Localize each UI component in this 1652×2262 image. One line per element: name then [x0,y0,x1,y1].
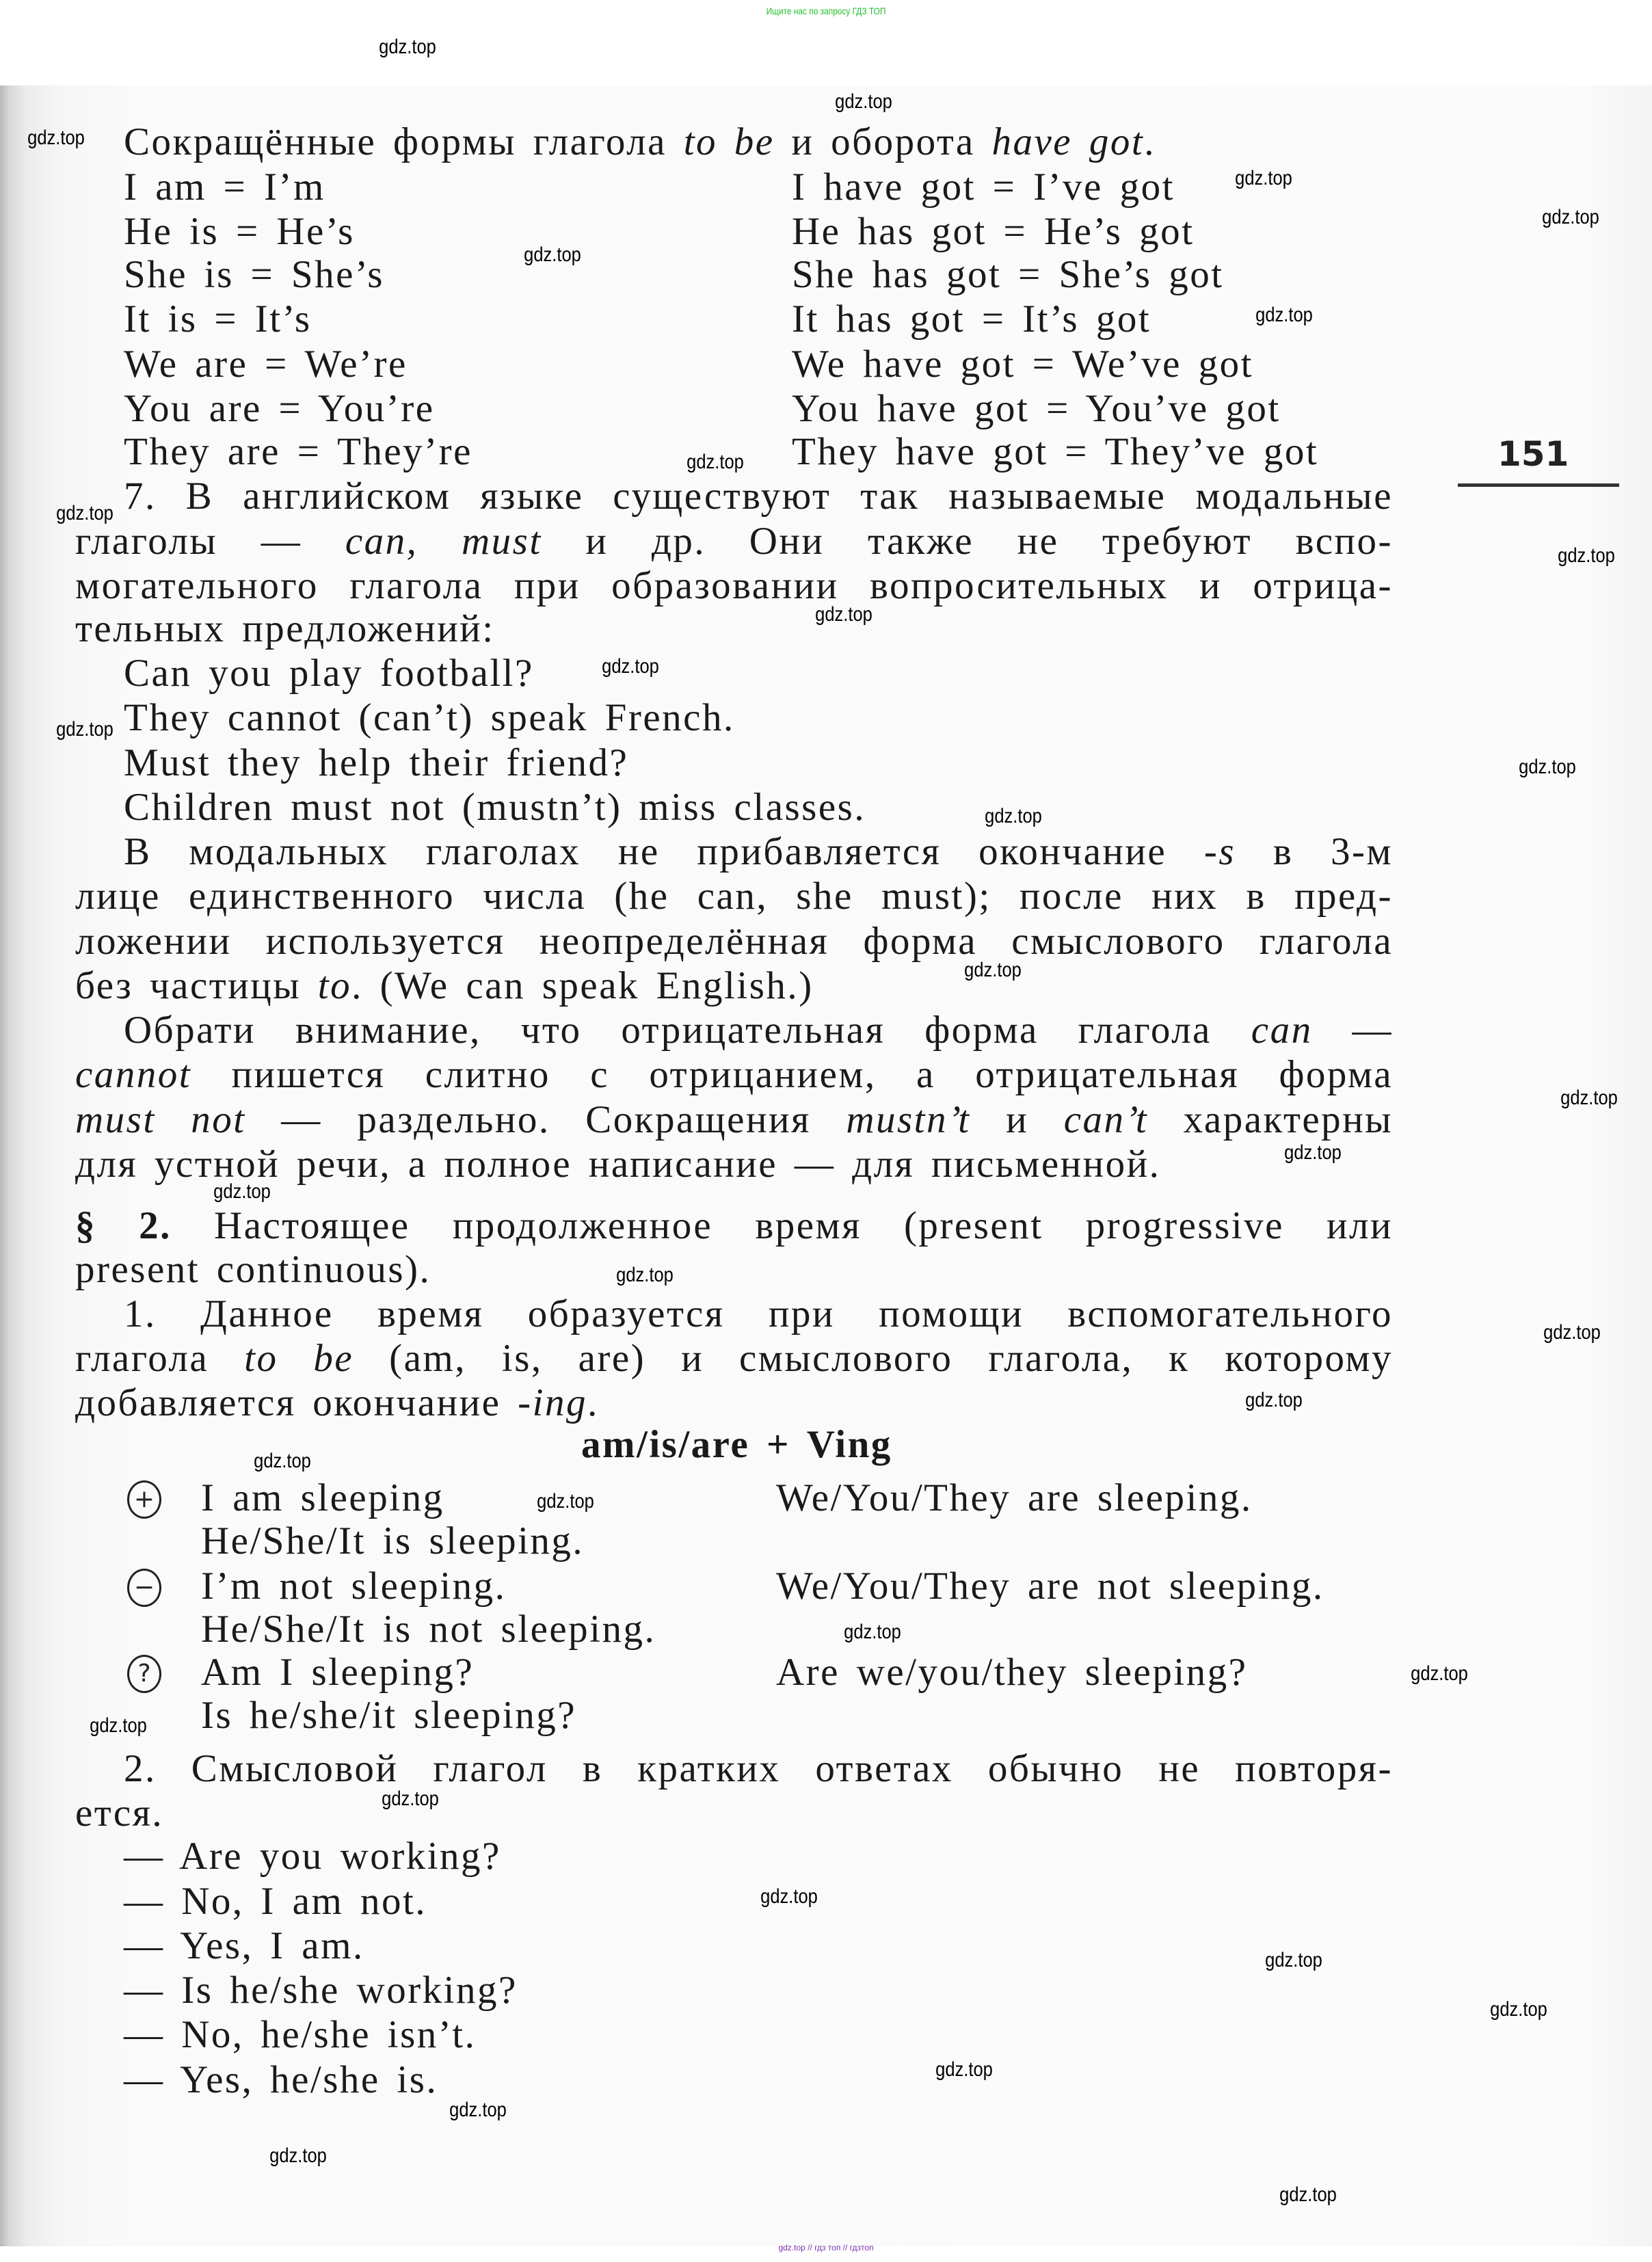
text-line [75,919,1393,964]
right-column-line: We/You/They are sleeping. [776,1476,1253,1519]
text-line [124,829,1393,875]
text-segment: ется. [75,1792,164,1835]
text-line [124,2058,438,2103]
italic-term: must not [75,1098,246,1141]
page-number-rule [1458,483,1619,487]
right-column-line: He has got = He’s got [792,210,1195,253]
watermark-text: gdz.top [378,36,436,59]
italic-term: cannot [75,1053,192,1096]
text-line [124,252,384,297]
italic-term: to [317,964,352,1007]
text-segment: тельных предложений: [75,607,495,650]
text-segment: для устной речи, а полное написание — для письменной. [75,1143,1161,1186]
text-line [75,1381,599,1426]
text-segment: We are = We’re [124,343,408,386]
italic-term: mustn’t [846,1098,971,1141]
text-segment: и [970,1098,1064,1141]
text-line [75,607,495,652]
text-segment: — No, he/she isn’t. [124,2013,477,2056]
watermark-text: gdz.top [935,2058,994,2081]
text-line [75,563,1393,609]
text-segment: — Are you working? [124,1835,501,1878]
right-column-line: We/You/They are not sleeping. [776,1565,1324,1608]
text-segment: 1. Данное время образуется при помощи вспомогательного [124,1292,1393,1335]
italic-term: -s [1203,830,1236,873]
text-segment: Is he/she/it sleeping? [201,1694,577,1737]
text-segment: — [1312,1009,1393,1052]
italic-term: can, must [345,520,542,563]
watermark-text: gdz.top [269,2144,327,2168]
text-segment: глаголы — [75,520,345,563]
watermark-text: gdz.top [524,243,582,266]
text-segment: пишется слитно с отрицанием, а отрицательная форма [191,1053,1393,1096]
text-line [124,386,435,431]
watermark-text: gdz.top [1543,1321,1601,1344]
watermark-text: gdz.top [616,1264,674,1287]
watermark-text: gdz.top [1519,755,1576,778]
text-segment: Children must not (mustn’t) miss classes. [124,786,866,829]
text-line [75,1097,1393,1143]
bottom-watermark-note: gdz.top // гдз топ // гдзтоп [778,2243,874,2252]
watermark-text: gdz.top [1541,205,1599,228]
text-line [581,1422,892,1467]
text-line [201,1519,584,1564]
page-number: 151 [1497,434,1569,474]
text-segment: ложении используется неопределённая форма смыслового глагола [75,920,1393,963]
text-segment: характерны [1148,1098,1393,1141]
watermark-text: gdz.top [1279,2183,1337,2207]
watermark-text: gdz.top [213,1180,271,1203]
text-segment: глагола [75,1337,245,1380]
italic-term: have got [991,120,1145,163]
text-line [124,785,866,830]
watermark-text: gdz.top [760,1885,818,1908]
text-segment: . (We can speak English.) [351,964,814,1007]
watermark-text: gdz.top [835,90,892,114]
text-segment: You are = You’re [124,387,435,430]
bold-text: am/is/are + Ving [581,1423,892,1466]
text-segment: и др. Они также не требуют вспо- [542,520,1393,563]
text-line [75,963,814,1009]
watermark-text: gdz.top [1560,1087,1618,1110]
text-segment: лице единственного числа (he can, she must); после них в пред- [75,875,1393,918]
watermark-text: gdz.top [814,602,872,626]
right-column-line: She has got = She’s got [792,253,1224,296]
text-segment: (am, is, are) и смыслового глагола, к которому [354,1337,1393,1380]
text-segment: It is = It’s [124,297,312,341]
right-column-line: I have got = I’ve got [792,165,1175,209]
text-line [124,1924,364,1969]
minus-circle-icon: − [127,1569,161,1607]
watermark-text: gdz.top [1245,1389,1303,1412]
plus-circle-icon: + [127,1480,161,1519]
text-segment: Настоящее продолженное время (present progressive или [171,1204,1393,1247]
text-line [201,1693,576,1738]
watermark-text: gdz.top [89,1714,147,1737]
text-segment: They cannot (can’t) speak French. [124,696,735,739]
text-line [124,120,1156,165]
right-column-line: You have got = You’ve got [792,387,1281,430]
watermark-text: gdz.top [1283,1141,1342,1165]
right-column-line: We have got = We’ve got [792,343,1253,386]
text-line [124,429,472,475]
text-segment: и оборота [774,120,992,163]
text-line [124,209,355,254]
right-column-line: Are we/you/they sleeping? [776,1651,1248,1694]
watermark-text: gdz.top [1411,1662,1468,1686]
italic-term: -ing [518,1381,587,1424]
watermark-text: gdz.top [602,654,659,678]
text-line [124,1968,518,2013]
text-segment: She is = She’s [124,253,384,296]
text-segment: — Yes, he/she is. [124,2058,438,2101]
watermark-text: gdz.top [1255,303,1313,326]
watermark-text: gdz.top [985,804,1042,827]
text-line [124,741,628,786]
text-line [124,1746,1393,1792]
text-line [124,651,534,696]
text-line [124,1292,1393,1337]
italic-term: to be [683,120,775,163]
text-line [75,1791,163,1836]
text-segment: I am sleeping [201,1476,444,1519]
text-segment: — раздельно. Сокращения [245,1098,847,1141]
text-segment: без частицы [75,964,318,1007]
bold-text: § 2. [75,1204,172,1247]
italic-term: can [1251,1009,1313,1052]
right-column-line: They have got = They’ve got [792,430,1319,473]
text-segment: В модальных глаголах не прибавляется окончание [124,830,1204,873]
italic-term: can’t [1063,1098,1149,1141]
text-line [201,1564,506,1609]
text-segment: в 3-м [1236,830,1393,873]
text-line [201,1607,656,1652]
text-segment: present continuous). [75,1248,431,1291]
watermark-text: gdz.top [56,718,114,741]
text-line [75,1247,431,1292]
text-line [75,519,1393,564]
text-segment: Обрати внимание, что отрицательная форма глагола [124,1009,1251,1052]
text-line [124,165,325,210]
text-segment: I’m not sleeping. [201,1565,507,1608]
text-segment: 7. В английском языке существуют так называемые модальные [124,475,1393,518]
watermark-text: gdz.top [1265,1949,1323,1971]
text-segment: — Is he/she working? [124,1969,518,2012]
text-line [201,1650,474,1695]
text-segment: He/She/It is sleeping. [201,1519,585,1562]
right-column-line: It has got = It’s got [792,297,1151,341]
text-line [124,297,312,342]
text-segment: He/She/It is not sleeping. [201,1608,656,1651]
text-segment: I am = I’m [124,165,325,209]
text-segment: Am I sleeping? [201,1651,475,1694]
text-segment: — Yes, I am. [124,1924,364,1967]
watermark-text: gdz.top [843,1621,901,1644]
watermark-text: gdz.top [1235,167,1293,190]
watermark-text: gdz.top [56,502,114,525]
text-segment: Must they help their friend? [124,741,629,784]
text-line [124,695,735,741]
text-line [75,1203,1393,1249]
watermark-text: gdz.top [253,1449,311,1472]
text-segment: Сокращённые формы глагола [124,120,684,163]
text-line [75,874,1393,919]
text-segment: — No, I am not. [124,1880,427,1923]
text-segment: могательного глагола при образовании вопросительных и отрица- [75,564,1393,607]
question-circle-icon: ? [127,1655,161,1693]
text-segment: 2. Смысловой глагол в кратких ответах обычно не повторя- [124,1747,1393,1790]
watermark-text: gdz.top [382,1787,439,1811]
text-line [75,1336,1393,1381]
text-line [124,1008,1393,1053]
text-line [124,1834,501,1879]
watermark-text: gdz.top [537,1489,595,1513]
text-line [201,1476,444,1521]
watermark-text: gdz.top [964,958,1022,981]
watermark-text: gdz.top [449,2098,507,2121]
watermark-text: gdz.top [687,450,745,473]
watermark-text: gdz.top [1489,1997,1547,2021]
text-segment: They are = They’re [124,430,472,473]
text-segment: добавляется окончание [75,1381,518,1424]
text-line [124,342,408,387]
text-segment: . [587,1381,599,1424]
text-line [124,474,1393,519]
watermark-text: gdz.top [27,127,85,150]
text-line [124,1879,427,1924]
text-segment: . [1144,120,1156,163]
text-line [124,2012,476,2058]
text-segment: Can you play football? [124,652,534,695]
watermark-text: gdz.top [1557,544,1615,567]
search-hint-banner: Ищите нас по запросу ГДЗ ТОП [766,5,886,16]
text-line [75,1052,1393,1097]
italic-term: to be [244,1337,354,1380]
text-segment: He is = He’s [124,210,355,253]
